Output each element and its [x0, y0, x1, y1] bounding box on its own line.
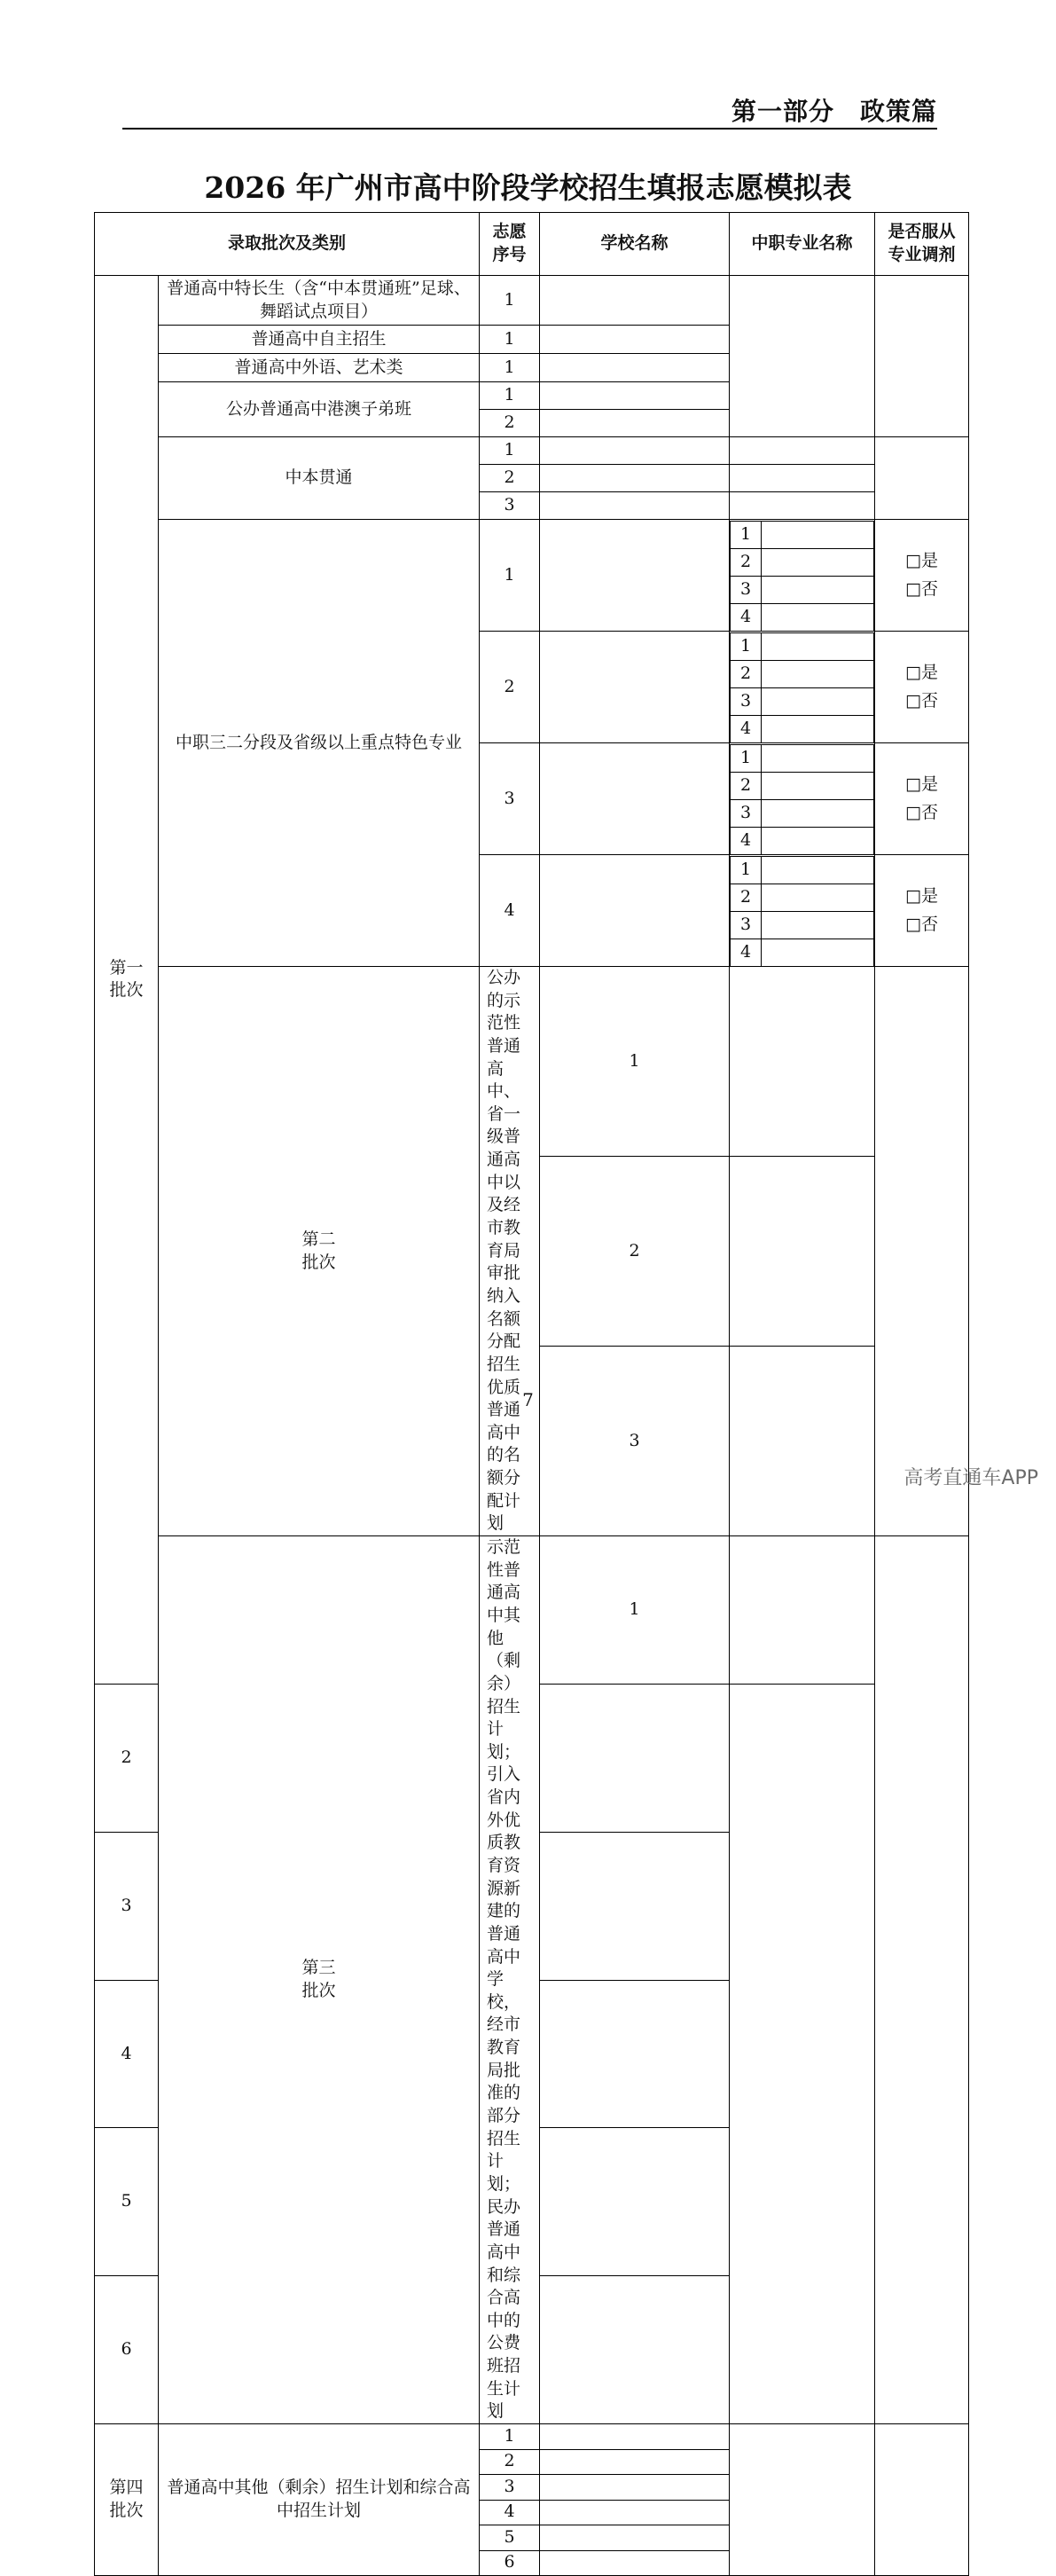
- major-field[interactable]: [762, 687, 874, 715]
- category-specialty: 普通高中特长生（含“中本贯通班”足球、舞蹈试点项目）: [159, 276, 480, 326]
- major-field[interactable]: [762, 548, 874, 576]
- school-field[interactable]: [540, 2525, 730, 2551]
- seq-number: 2: [480, 632, 540, 743]
- major-field-blank: [730, 276, 875, 437]
- seq-number: 1: [480, 437, 540, 465]
- batch-first-label: 第一 批次: [95, 276, 159, 1685]
- seq-number: 6: [95, 2276, 159, 2424]
- school-field[interactable]: [540, 1832, 730, 1980]
- school-field[interactable]: [540, 743, 730, 855]
- page-number: 7: [522, 1389, 534, 1410]
- school-field[interactable]: [540, 410, 730, 437]
- school-field[interactable]: [540, 2128, 730, 2276]
- page-title: 2026 年广州市高中阶段学校招生填报志愿模拟表: [204, 170, 852, 205]
- seq-number: 4: [480, 855, 540, 967]
- school-field[interactable]: [730, 967, 875, 1157]
- school-field[interactable]: [540, 276, 730, 326]
- major-field[interactable]: [730, 492, 875, 520]
- seq-number: 4: [95, 1980, 159, 2128]
- major-field[interactable]: [762, 521, 874, 548]
- option-no-checkbox[interactable]: □否: [905, 914, 938, 934]
- col-header-adjust: 是否服从 专业调剂: [875, 213, 969, 276]
- major-number: 4: [731, 603, 762, 631]
- major-field[interactable]: [730, 465, 875, 492]
- major-number: 4: [731, 939, 762, 966]
- major-field-blank: [875, 967, 969, 1536]
- seq-number: 1: [480, 382, 540, 410]
- major-field[interactable]: [762, 939, 874, 966]
- school-field[interactable]: [540, 437, 730, 465]
- major-number: 3: [731, 576, 762, 603]
- major-field[interactable]: [762, 911, 874, 939]
- major-subtable: [730, 632, 875, 743]
- major-subtable: [730, 855, 875, 967]
- major-field[interactable]: [762, 744, 874, 772]
- seq-number: 2: [480, 2449, 540, 2475]
- major-field-blank: [730, 2424, 875, 2576]
- col-header-category: 录取批次及类别: [95, 213, 480, 276]
- batch-second-label: 第二 批次: [159, 967, 480, 1536]
- seq-number: 1: [480, 326, 540, 354]
- major-field[interactable]: [762, 856, 874, 884]
- option-yes-checkbox[interactable]: □是: [905, 663, 938, 683]
- col-header-school: 学校名称: [540, 213, 730, 276]
- major-number: 2: [731, 884, 762, 911]
- adjust-options: [875, 855, 969, 967]
- school-field[interactable]: [540, 492, 730, 520]
- category-autonomous: 普通高中自主招生: [159, 326, 480, 354]
- school-field[interactable]: [730, 1347, 875, 1536]
- school-field[interactable]: [540, 2276, 730, 2424]
- major-field[interactable]: [762, 772, 874, 799]
- major-number: 3: [731, 799, 762, 827]
- seq-number: 1: [480, 520, 540, 632]
- option-no-checkbox[interactable]: □否: [905, 802, 938, 822]
- school-field[interactable]: [540, 632, 730, 743]
- major-number: 3: [731, 911, 762, 939]
- major-number: 1: [731, 856, 762, 884]
- school-field[interactable]: [540, 1980, 730, 2128]
- school-field[interactable]: [540, 382, 730, 410]
- adjust-field-blank: [875, 276, 969, 437]
- major-field[interactable]: [762, 632, 874, 660]
- batch-third-label: 第三 批次: [159, 1536, 480, 2424]
- seq-number: 3: [540, 1347, 730, 1536]
- adjust-field-blank: [875, 2424, 969, 2576]
- school-field[interactable]: [540, 354, 730, 382]
- seq-number: 2: [540, 1157, 730, 1347]
- major-number: 2: [731, 548, 762, 576]
- seq-number: 3: [480, 492, 540, 520]
- header-rule: [122, 128, 937, 130]
- major-subtable: [730, 520, 875, 632]
- seq-number: 5: [480, 2525, 540, 2551]
- adjust-field-blank: [875, 437, 969, 520]
- seq-number: 1: [480, 276, 540, 326]
- major-number: 1: [731, 632, 762, 660]
- seq-number: 2: [480, 410, 540, 437]
- major-number: 3: [731, 687, 762, 715]
- school-field[interactable]: [540, 520, 730, 632]
- category-language-art: 普通高中外语、艺术类: [159, 354, 480, 382]
- major-field-blank: [875, 1536, 969, 2424]
- seq-number: 3: [480, 743, 540, 855]
- seq-number: 5: [95, 2128, 159, 2276]
- school-field[interactable]: [540, 2500, 730, 2525]
- option-yes-checkbox[interactable]: □是: [905, 886, 938, 907]
- major-number: 2: [731, 660, 762, 687]
- major-number: 4: [731, 827, 762, 854]
- category-zhongben: 中本贯通: [159, 437, 480, 520]
- category-third: 示范性普通高中其他（剩余）招生计划；引入省内外优质教育资源新建的普通高中学校，经市教育局批准的部分招生计划；民办普通高中和综合高中的公费班招生计划: [480, 1536, 540, 2424]
- major-number: 4: [731, 715, 762, 742]
- category-hk-macau: 公办普通高中港澳子弟班: [159, 382, 480, 437]
- major-field[interactable]: [762, 660, 874, 687]
- school-field[interactable]: [730, 1157, 875, 1347]
- major-number: 2: [731, 772, 762, 799]
- school-field[interactable]: [540, 2475, 730, 2501]
- school-field[interactable]: [730, 1536, 875, 1685]
- option-no-checkbox[interactable]: □否: [905, 578, 938, 599]
- major-field[interactable]: [762, 827, 874, 854]
- major-field[interactable]: [762, 799, 874, 827]
- school-field[interactable]: [540, 326, 730, 354]
- school-field[interactable]: [540, 2449, 730, 2475]
- option-yes-checkbox[interactable]: □是: [905, 774, 938, 795]
- seq-number: 1: [480, 2424, 540, 2450]
- section-header: 第一部分 政策篇: [731, 97, 937, 126]
- watermark: 高考直通车APP: [903, 1467, 1038, 1489]
- school-field[interactable]: [540, 2550, 730, 2576]
- category-vocational: 中职三二分段及省级以上重点特色专业: [159, 520, 480, 967]
- major-field[interactable]: [762, 576, 874, 603]
- school-field[interactable]: [540, 1684, 730, 1832]
- school-field[interactable]: [540, 855, 730, 967]
- school-field[interactable]: [540, 2424, 730, 2450]
- seq-number: 6: [480, 2550, 540, 2576]
- batch-fourth-label: 第四 批次: [95, 2424, 159, 2576]
- adjust-options: [875, 743, 969, 855]
- category-second: 公办的示范性普通高中、省一级普通高中以及经市教育局审批纳入名额分配招生优质普通高中的名额分配计划: [480, 967, 540, 1536]
- seq-number: 3: [480, 2475, 540, 2501]
- major-field[interactable]: [762, 603, 874, 631]
- seq-number: 2: [95, 1684, 159, 1832]
- col-header-major: 中职专业名称: [730, 213, 875, 276]
- option-yes-checkbox[interactable]: □是: [905, 551, 938, 571]
- col-header-seq: 志愿 序号: [480, 213, 540, 276]
- adjust-options: [875, 520, 969, 632]
- major-number: 1: [731, 521, 762, 548]
- seq-number: 1: [540, 967, 730, 1157]
- major-field[interactable]: [762, 884, 874, 911]
- seq-number: 4: [480, 2500, 540, 2525]
- major-subtable: [730, 743, 875, 855]
- seq-number: 3: [95, 1832, 159, 1980]
- category-fourth: 普通高中其他（剩余）招生计划和综合高中招生计划: [159, 2424, 480, 2576]
- school-field[interactable]: [540, 465, 730, 492]
- option-no-checkbox[interactable]: □否: [905, 690, 938, 711]
- seq-number: 2: [480, 465, 540, 492]
- seq-number: 1: [540, 1536, 730, 1685]
- major-field[interactable]: [730, 437, 875, 465]
- seq-number: 1: [480, 354, 540, 382]
- adjust-options: [875, 632, 969, 743]
- major-field[interactable]: [762, 715, 874, 742]
- major-number: 1: [731, 744, 762, 772]
